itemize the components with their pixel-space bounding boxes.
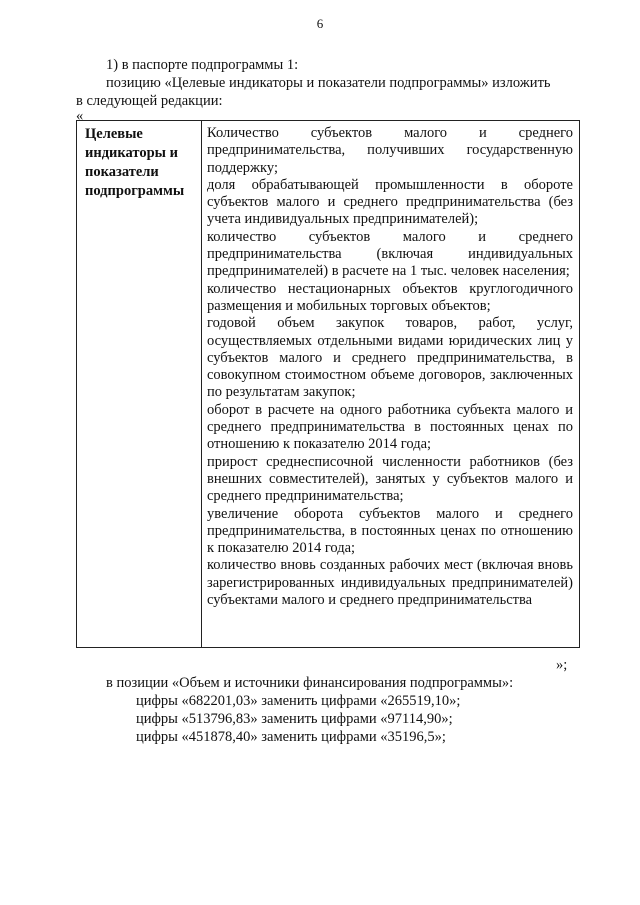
column-divider: [201, 121, 202, 647]
list-item: доля обрабатывающей промышленности в обороте субъектов малого и среднего предпринимательства (без учета индивидуальных предпринимателей);: [207, 176, 573, 228]
indicators-table: [76, 120, 580, 648]
paragraph-position-line1: позицию «Целевые индикаторы и показатели подпрограммы» изложить: [106, 75, 551, 91]
replacement-line: цифры «513796,83» заменить цифрами «97114,90»;: [136, 711, 453, 727]
paragraph-passport: 1) в паспорте подпрограммы 1:: [106, 57, 299, 73]
paragraph-position-line2: в следующей редакции:: [76, 93, 223, 109]
closing-quote: »;: [556, 657, 568, 673]
opening-quote: «: [76, 108, 84, 124]
table-content-cell: [207, 125, 573, 609]
replacement-line: цифры «682201,03» заменить цифрами «265519,10»;: [136, 693, 461, 709]
paragraph-financing: в позиции «Объем и источники финансирования подпрограммы»:: [106, 675, 514, 691]
page-number: 6: [316, 16, 324, 31]
list-item: количество вновь созданных рабочих мест (включая вновь зарегистрированных индивидуальных предпринимателей) субъектами малого и среднего предпринимательства: [207, 557, 573, 609]
list-item: количество субъектов малого и среднего предпринимательства (включая индивидуальных предпринимателей) в расчете на 1 тыс. человек населения;: [207, 228, 573, 280]
list-item: количество нестационарных объектов круглогодичного размещения и мобильных торговых объектов;: [207, 280, 573, 314]
list-item: увеличение оборота субъектов малого и среднего предпринимательства, в постоянных ценах по отношению к показателю 2014 года;: [207, 505, 573, 557]
list-item: оборот в расчете на одного работника субъекта малого и среднего предпринимательства в постоянных ценах по отношению к показателю 2014 года;: [207, 401, 573, 453]
replacement-line: цифры «451878,40» заменить цифрами «35196,5»;: [136, 729, 446, 745]
list-item: годовой объем закупок товаров, работ, услуг, осуществляемых отдельными видами юридических лиц у субъектов малого и среднего предпринимательства, в совокупном стоимостном объеме договоров, заключенных по результатам закупок;: [207, 315, 573, 401]
list-item: прирост среднесписочной численности работников (без внешних совместителей), занятых у субъектов малого и среднего предпринимательства;: [207, 453, 573, 505]
list-item: Количество субъектов малого и среднего предпринимательства, получивших государственную поддержку;: [207, 125, 573, 176]
table-header-cell: Целевые индикаторы и показатели подпрограммы: [85, 126, 185, 199]
